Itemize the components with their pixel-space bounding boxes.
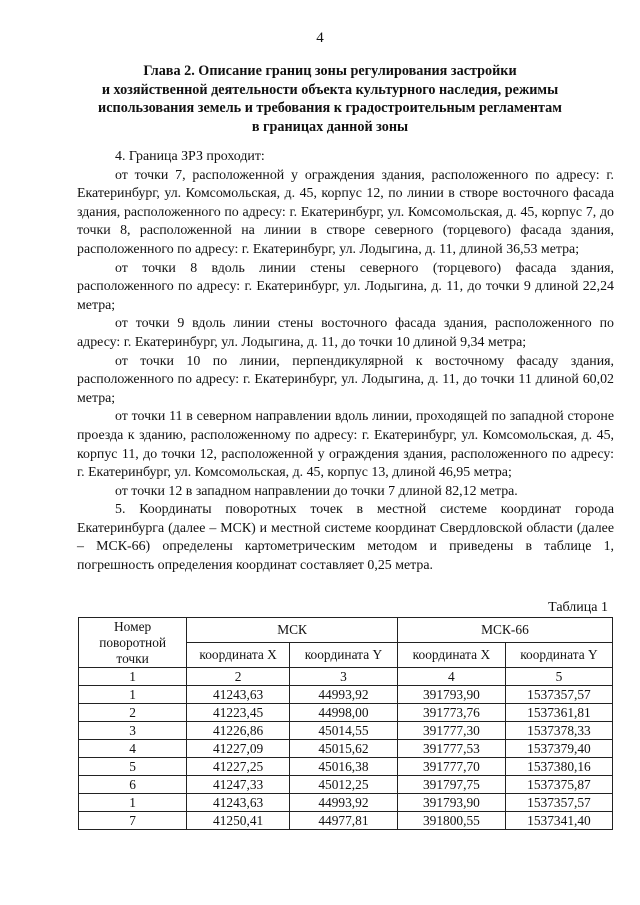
paragraph-segment-10-11: от точки 10 по линии, перпендикулярной к восточному фасаду здания, расположенного по адресу: г. Екатеринбург, ул. Лодыгина, д. 11, до точки 11 длиной 60,02 метра; xyxy=(77,353,614,406)
table-cell: 44977,81 xyxy=(289,812,397,830)
table-cell: 391777,70 xyxy=(397,758,505,776)
table-cell: 391793,90 xyxy=(397,794,505,812)
header-msk66-y: координата Y xyxy=(505,643,612,668)
table-cell: 1537357,57 xyxy=(505,794,612,812)
table-cell: 1537378,33 xyxy=(505,722,612,740)
page-number: 4 xyxy=(316,30,324,46)
table-row xyxy=(79,812,613,830)
table-row xyxy=(79,722,613,740)
paragraph-segment-7-8: от точки 7, расположенной у ограждения здания, расположенного по адресу: г. Екатеринбург, ул. Комсомольская, д. 45, корпус 12, по линии в створе восточного фасада здания, расположенного по адресу: г. Екатеринбург, ул. Комсомольская, д. 45, корпус 7, до точки 8, расположенной на линии в створе северного (торцевого) фасада здания, расположенного по адресу: г. Екатеринбург, ул. Лодыгина, д. 11, длиной 36,53 метра; xyxy=(77,167,614,257)
header-msk-x: координата X xyxy=(187,643,290,668)
table-row xyxy=(79,794,613,812)
column-number-row xyxy=(79,668,613,686)
header-msk66-x: координата X xyxy=(397,643,505,668)
table-cell: 41250,41 xyxy=(187,812,290,830)
table-cell: 391777,30 xyxy=(397,722,505,740)
table-cell: 45012,25 xyxy=(289,776,397,794)
table-cell: 1537341,40 xyxy=(505,812,612,830)
table-cell: 44998,00 xyxy=(289,704,397,722)
paragraph-item-4-intro: 4. Граница ЗРЗ проходит: xyxy=(115,149,265,164)
table-cell: 391800,55 xyxy=(397,812,505,830)
table-cell: 44993,92 xyxy=(289,686,397,704)
table-cell: 1537361,81 xyxy=(505,704,612,722)
column-number: 1 xyxy=(79,668,187,686)
table-cell: 41243,63 xyxy=(187,794,290,812)
paragraph-segment-8-9: от точки 8 вдоль линии стены северного (торцевого) фасада здания, расположенного по адресу: г. Екатеринбург, ул. Лодыгина, д. 11, до точки 9 длиной 22,24 метра; xyxy=(77,260,614,313)
table-cell: 41243,63 xyxy=(187,686,290,704)
coordinates-table xyxy=(78,617,613,830)
table-row xyxy=(79,758,613,776)
heading-line: Глава 2. Описание границ зоны регулирования застройки xyxy=(143,63,517,79)
header-msk-y: координата Y xyxy=(289,643,397,668)
table-cell: 45015,62 xyxy=(289,740,397,758)
paragraph-item-5-coordinates: 5. Координаты поворотных точек в местной системе координат города Екатеринбурга (далее – МСК) и местной системе координат Свердловской области (далее – МСК-66) определены картометрическим методом и приведены в таблице 1, погрешность определения координат составляет 0,25 метра. xyxy=(77,502,614,574)
column-number: 2 xyxy=(187,668,290,686)
table-cell: 41226,86 xyxy=(187,722,290,740)
table-cell: 391797,75 xyxy=(397,776,505,794)
table-caption: Таблица 1 xyxy=(548,600,608,615)
chapter-heading xyxy=(70,62,590,136)
body-text xyxy=(77,148,614,576)
table-row xyxy=(79,740,613,758)
table-cell: 1537379,40 xyxy=(505,740,612,758)
table-cell: 44993,92 xyxy=(289,794,397,812)
table-cell: 41247,33 xyxy=(187,776,290,794)
header-msk66-group: МСК-66 xyxy=(397,618,612,643)
table-cell: 2 xyxy=(79,704,187,722)
column-number: 3 xyxy=(289,668,397,686)
table-cell: 45016,38 xyxy=(289,758,397,776)
table-cell: 1 xyxy=(79,686,187,704)
heading-line: использования земель и требования к градостроительным регламентам xyxy=(98,100,562,117)
column-number: 4 xyxy=(397,668,505,686)
table-cell: 1537380,16 xyxy=(505,758,612,776)
paragraph-segment-12-7: от точки 12 в западном направлении до точки 7 длиной 82,12 метра. xyxy=(115,483,518,499)
table-cell: 41223,45 xyxy=(187,704,290,722)
table-cell: 4 xyxy=(79,740,187,758)
table-cell: 3 xyxy=(79,722,187,740)
table-cell: 1537375,87 xyxy=(505,776,612,794)
table-cell: 7 xyxy=(79,812,187,830)
paragraph-segment-11-12: от точки 11 в северном направлении вдоль линии, проходящей по западной стороне проезда к зданию, расположенному по адресу: г. Екатеринбург, ул. Комсомольская, д. 45, корпус 11, до точки 12, расположенной у ограждения здания, расположенного по адресу: г. Екатеринбург, ул. Комсомольская, д. 45, корпус 13, длиной 46,95 метра; xyxy=(77,409,614,481)
table-cell: 5 xyxy=(79,758,187,776)
heading-line: в границах данной зоны xyxy=(251,118,409,135)
table-cell: 41227,25 xyxy=(187,758,290,776)
header-msk-group: МСК xyxy=(187,618,398,643)
table-cell: 6 xyxy=(79,776,187,794)
table-row xyxy=(79,776,613,794)
table-cell: 41227,09 xyxy=(187,740,290,758)
table-cell: 391777,53 xyxy=(397,740,505,758)
table-row xyxy=(79,704,613,722)
table-cell: 391773,76 xyxy=(397,704,505,722)
table-cell: 1 xyxy=(79,794,187,812)
column-number: 5 xyxy=(505,668,612,686)
header-point-number: Номер поворотной точки xyxy=(79,618,187,668)
table-cell: 1537357,57 xyxy=(505,686,612,704)
table-row xyxy=(79,686,613,704)
table-cell: 391793,90 xyxy=(397,686,505,704)
heading-line: и хозяйственной деятельности объекта культурного наследия, режимы xyxy=(101,81,559,98)
table-cell: 45014,55 xyxy=(289,722,397,740)
paragraph-segment-9-10: от точки 9 вдоль линии стены восточного фасада здания, расположенного по адресу: г. Екатеринбург, ул. Лодыгина, д. 11, до точки 10 длиной 9,34 метра; xyxy=(77,316,614,350)
